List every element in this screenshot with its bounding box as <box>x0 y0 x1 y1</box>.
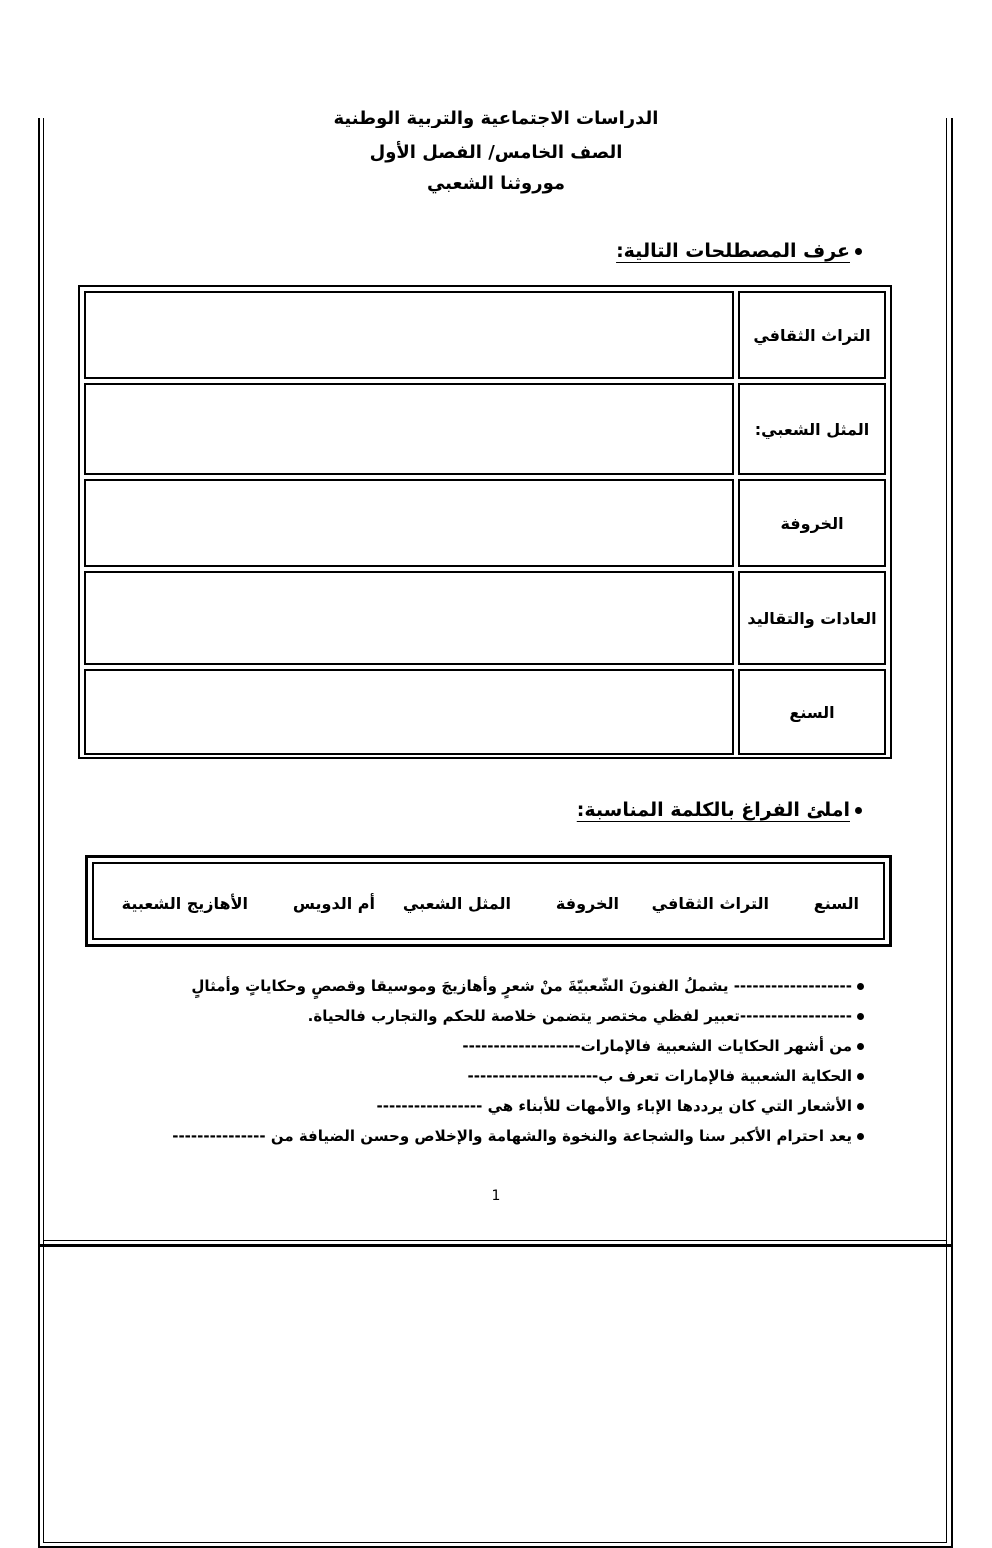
lesson-title: موروثنا الشعبي <box>426 173 566 194</box>
definition-answer-cell[interactable] <box>84 291 734 379</box>
word-bank-word: التراث الثقافي <box>651 894 769 913</box>
page-frame-right-inner <box>946 118 947 1543</box>
page-frame-bottom-visible <box>38 1244 953 1247</box>
fill-statement: ------------------- يشملُ الفنونَ الشّعبيّةَ منْ شعرٍ وأهازيجَ وموسيقا وقصصٍ وحكاياتٍ وأمثالٍ <box>191 977 864 995</box>
bullet-icon <box>857 983 864 990</box>
subject-title: الدراسات الاجتماعية والتربية الوطنية <box>333 108 659 128</box>
definition-row <box>84 479 886 567</box>
fill-statement: من أشهر الحكايات الشعبية فالإمارات------------------- <box>462 1037 864 1055</box>
bullet-icon <box>855 807 862 814</box>
definition-answer-cell[interactable] <box>84 571 734 665</box>
word-bank-word: أم الدويس <box>292 894 375 913</box>
section-fill-blanks-title: املئ الفراغ بالكلمة المناسبة: <box>577 799 862 821</box>
bullet-icon <box>857 1103 864 1110</box>
section-define-terms-title: عرف المصطلحات التالية: <box>616 240 862 262</box>
word-bank-word: السنع <box>813 894 859 913</box>
bullet-icon <box>857 1073 864 1080</box>
bullet-icon <box>857 1133 864 1140</box>
definition-term-cell: التراث الثقافي <box>738 291 886 379</box>
page-frame-bottom-visible-inner <box>43 1240 947 1241</box>
bullet-icon <box>857 1043 864 1050</box>
fill-statement: الأشعار التي كان يرددها الإباء والأمهات للأبناء هي ----------------- <box>377 1097 864 1115</box>
definition-answer-cell[interactable] <box>84 669 734 755</box>
bullet-icon <box>855 248 862 255</box>
fill-statement: ------------------تعبير لفظي مختصر يتضمن خلاصة للحكم والتجارب فالحياة. <box>308 1007 864 1025</box>
word-bank-word: المثل الشعبي <box>402 894 511 913</box>
definition-row <box>84 291 886 379</box>
page-frame-right <box>951 118 953 1548</box>
definitions-table <box>78 285 892 759</box>
definition-term-cell: المثل الشعبي: <box>738 383 886 475</box>
fill-statement: يعد احترام الأكبر سنا والشجاعة والنخوة والشهامة والإخلاص وحسن الضيافة من --------------- <box>172 1127 864 1145</box>
word-bank-inner-border <box>92 862 885 940</box>
definition-answer-cell[interactable] <box>84 479 734 567</box>
definition-term-cell: السنع <box>738 669 886 755</box>
page-number: 1 <box>491 1188 501 1204</box>
page-frame-bottom-inner <box>43 1542 947 1543</box>
word-bank-word: الأهازيج الشعبية <box>121 894 248 913</box>
page-frame-left-inner <box>43 118 44 1543</box>
bullet-icon <box>857 1013 864 1020</box>
word-bank-word: الخروفة <box>555 894 619 913</box>
definition-row <box>84 571 886 665</box>
definition-term-cell: الخروفة <box>738 479 886 567</box>
grade-title: الصف الخامس/ الفصل الأول <box>369 142 623 163</box>
fill-statement: الحكاية الشعبية فالإمارات تعرف ب--------------------- <box>468 1067 864 1085</box>
page-frame-left <box>38 118 40 1548</box>
word-bank-box <box>85 855 892 947</box>
definition-answer-cell[interactable] <box>84 383 734 475</box>
definition-row <box>84 383 886 475</box>
definition-term-cell: العادات والتقاليد <box>738 571 886 665</box>
definition-row <box>84 669 886 755</box>
